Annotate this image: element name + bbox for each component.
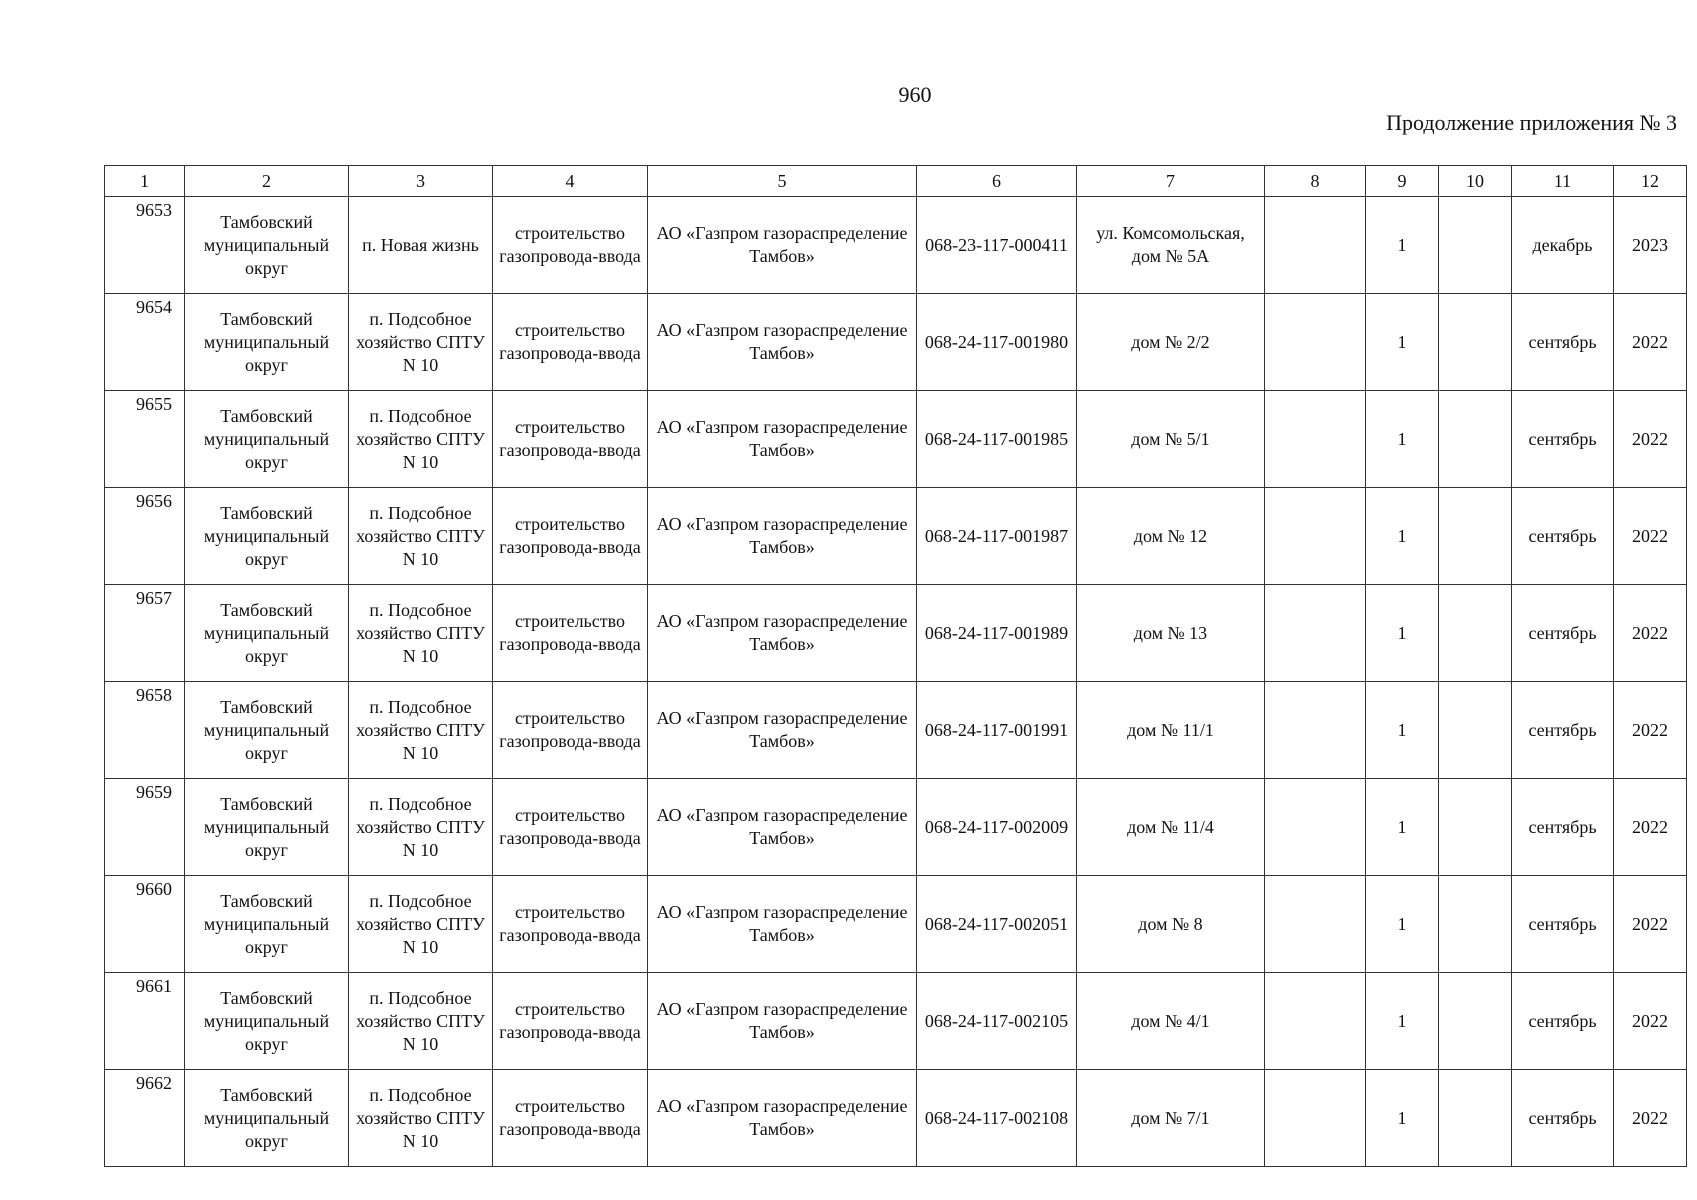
organization-cell: АО «Газпром газораспределение Тамбов» bbox=[648, 294, 917, 391]
column-header: 1 bbox=[105, 166, 185, 197]
row-number-cell: 9661 bbox=[105, 973, 185, 1070]
work-type-cell: строительство газопровода-ввода bbox=[493, 779, 648, 876]
address-cell: дом № 2/2 bbox=[1077, 294, 1265, 391]
table-row bbox=[105, 391, 1687, 488]
month-cell: декабрь bbox=[1512, 197, 1614, 294]
settlement-cell: п. Подсобное хозяйство СПТУ N 10 bbox=[349, 585, 493, 682]
district-cell: Тамбовский муниципальный округ bbox=[185, 876, 349, 973]
work-type-cell: строительство газопровода-ввода bbox=[493, 1070, 648, 1167]
quantity-cell: 1 bbox=[1366, 779, 1439, 876]
organization-cell: АО «Газпром газораспределение Тамбов» bbox=[648, 876, 917, 973]
column-8-cell bbox=[1265, 488, 1366, 585]
column-8-cell bbox=[1265, 1070, 1366, 1167]
table-row bbox=[105, 197, 1687, 294]
settlement-cell: п. Подсобное хозяйство СПТУ N 10 bbox=[349, 682, 493, 779]
column-header: 3 bbox=[349, 166, 493, 197]
year-cell: 2022 bbox=[1614, 585, 1687, 682]
row-number-cell: 9662 bbox=[105, 1070, 185, 1167]
row-number-cell: 9655 bbox=[105, 391, 185, 488]
quantity-cell: 1 bbox=[1366, 488, 1439, 585]
district-cell: Тамбовский муниципальный округ bbox=[185, 197, 349, 294]
month-cell: сентябрь bbox=[1512, 876, 1614, 973]
column-10-cell bbox=[1439, 779, 1512, 876]
column-header: 4 bbox=[493, 166, 648, 197]
column-header: 9 bbox=[1366, 166, 1439, 197]
quantity-cell: 1 bbox=[1366, 682, 1439, 779]
quantity-cell: 1 bbox=[1366, 1070, 1439, 1167]
column-8-cell bbox=[1265, 585, 1366, 682]
work-type-cell: строительство газопровода-ввода bbox=[493, 682, 648, 779]
month-cell: сентябрь bbox=[1512, 585, 1614, 682]
settlement-cell: п. Подсобное хозяйство СПТУ N 10 bbox=[349, 1070, 493, 1167]
year-cell: 2023 bbox=[1614, 197, 1687, 294]
table-row bbox=[105, 876, 1687, 973]
table-row bbox=[105, 973, 1687, 1070]
column-header: 5 bbox=[648, 166, 917, 197]
object-code-cell: 068-24-117-001991 bbox=[917, 682, 1077, 779]
year-cell: 2022 bbox=[1614, 1070, 1687, 1167]
column-header: 12 bbox=[1614, 166, 1687, 197]
column-10-cell bbox=[1439, 876, 1512, 973]
address-cell: дом № 11/1 bbox=[1077, 682, 1265, 779]
organization-cell: АО «Газпром газораспределение Тамбов» bbox=[648, 585, 917, 682]
object-code-cell: 068-24-117-001980 bbox=[917, 294, 1077, 391]
column-10-cell bbox=[1439, 294, 1512, 391]
column-10-cell bbox=[1439, 391, 1512, 488]
quantity-cell: 1 bbox=[1366, 391, 1439, 488]
address-cell: дом № 4/1 bbox=[1077, 973, 1265, 1070]
organization-cell: АО «Газпром газораспределение Тамбов» bbox=[648, 1070, 917, 1167]
quantity-cell: 1 bbox=[1366, 876, 1439, 973]
column-10-cell bbox=[1439, 197, 1512, 294]
column-header: 8 bbox=[1265, 166, 1366, 197]
object-code-cell: 068-24-117-001985 bbox=[917, 391, 1077, 488]
address-cell: дом № 13 bbox=[1077, 585, 1265, 682]
table-row bbox=[105, 585, 1687, 682]
column-8-cell bbox=[1265, 197, 1366, 294]
year-cell: 2022 bbox=[1614, 294, 1687, 391]
object-code-cell: 068-23-117-000411 bbox=[917, 197, 1077, 294]
settlement-cell: п. Подсобное хозяйство СПТУ N 10 bbox=[349, 488, 493, 585]
organization-cell: АО «Газпром газораспределение Тамбов» bbox=[648, 973, 917, 1070]
month-cell: сентябрь bbox=[1512, 294, 1614, 391]
work-type-cell: строительство газопровода-ввода bbox=[493, 294, 648, 391]
district-cell: Тамбовский муниципальный округ bbox=[185, 682, 349, 779]
row-number-cell: 9653 bbox=[105, 197, 185, 294]
object-code-cell: 068-24-117-002108 bbox=[917, 1070, 1077, 1167]
column-header: 11 bbox=[1512, 166, 1614, 197]
row-number-cell: 9654 bbox=[105, 294, 185, 391]
column-10-cell bbox=[1439, 1070, 1512, 1167]
month-cell: сентябрь bbox=[1512, 973, 1614, 1070]
table-row bbox=[105, 682, 1687, 779]
address-cell: ул. Комсомольская, дом № 5А bbox=[1077, 197, 1265, 294]
district-cell: Тамбовский муниципальный округ bbox=[185, 585, 349, 682]
address-cell: дом № 7/1 bbox=[1077, 1070, 1265, 1167]
district-cell: Тамбовский муниципальный округ bbox=[185, 294, 349, 391]
settlement-cell: п. Подсобное хозяйство СПТУ N 10 bbox=[349, 391, 493, 488]
organization-cell: АО «Газпром газораспределение Тамбов» bbox=[648, 488, 917, 585]
object-code-cell: 068-24-117-002009 bbox=[917, 779, 1077, 876]
work-type-cell: строительство газопровода-ввода bbox=[493, 585, 648, 682]
district-cell: Тамбовский муниципальный округ bbox=[185, 779, 349, 876]
settlement-cell: п. Подсобное хозяйство СПТУ N 10 bbox=[349, 876, 493, 973]
table-header-row bbox=[105, 166, 1687, 197]
page-number: 960 bbox=[898, 82, 932, 107]
column-header: 6 bbox=[917, 166, 1077, 197]
year-cell: 2022 bbox=[1614, 779, 1687, 876]
month-cell: сентябрь bbox=[1512, 682, 1614, 779]
column-8-cell bbox=[1265, 682, 1366, 779]
year-cell: 2022 bbox=[1614, 488, 1687, 585]
month-cell: сентябрь bbox=[1512, 488, 1614, 585]
row-number-cell: 9658 bbox=[105, 682, 185, 779]
column-10-cell bbox=[1439, 585, 1512, 682]
quantity-cell: 1 bbox=[1366, 973, 1439, 1070]
organization-cell: АО «Газпром газораспределение Тамбов» bbox=[648, 391, 917, 488]
work-type-cell: строительство газопровода-ввода bbox=[493, 488, 648, 585]
district-cell: Тамбовский муниципальный округ bbox=[185, 391, 349, 488]
row-number-cell: 9660 bbox=[105, 876, 185, 973]
year-cell: 2022 bbox=[1614, 876, 1687, 973]
settlement-cell: п. Подсобное хозяйство СПТУ N 10 bbox=[349, 779, 493, 876]
table-body bbox=[105, 197, 1687, 1167]
settlement-cell: п. Новая жизнь bbox=[349, 197, 493, 294]
work-type-cell: строительство газопровода-ввода bbox=[493, 391, 648, 488]
address-cell: дом № 8 bbox=[1077, 876, 1265, 973]
organization-cell: АО «Газпром газораспределение Тамбов» bbox=[648, 197, 917, 294]
object-code-cell: 068-24-117-002105 bbox=[917, 973, 1077, 1070]
year-cell: 2022 bbox=[1614, 973, 1687, 1070]
district-cell: Тамбовский муниципальный округ bbox=[185, 973, 349, 1070]
object-code-cell: 068-24-117-001987 bbox=[917, 488, 1077, 585]
table-row bbox=[105, 779, 1687, 876]
year-cell: 2022 bbox=[1614, 682, 1687, 779]
work-type-cell: строительство газопровода-ввода bbox=[493, 973, 648, 1070]
column-8-cell bbox=[1265, 876, 1366, 973]
quantity-cell: 1 bbox=[1366, 197, 1439, 294]
month-cell: сентябрь bbox=[1512, 779, 1614, 876]
row-number-cell: 9657 bbox=[105, 585, 185, 682]
register-table bbox=[104, 165, 1687, 1167]
settlement-cell: п. Подсобное хозяйство СПТУ N 10 bbox=[349, 294, 493, 391]
object-code-cell: 068-24-117-001989 bbox=[917, 585, 1077, 682]
column-10-cell bbox=[1439, 488, 1512, 585]
month-cell: сентябрь bbox=[1512, 391, 1614, 488]
address-cell: дом № 11/4 bbox=[1077, 779, 1265, 876]
district-cell: Тамбовский муниципальный округ bbox=[185, 488, 349, 585]
organization-cell: АО «Газпром газораспределение Тамбов» bbox=[648, 682, 917, 779]
column-10-cell bbox=[1439, 682, 1512, 779]
quantity-cell: 1 bbox=[1366, 294, 1439, 391]
table-row bbox=[105, 488, 1687, 585]
column-header: 7 bbox=[1077, 166, 1265, 197]
column-header: 2 bbox=[185, 166, 349, 197]
district-cell: Тамбовский муниципальный округ bbox=[185, 1070, 349, 1167]
table-row bbox=[105, 1070, 1687, 1167]
address-cell: дом № 5/1 bbox=[1077, 391, 1265, 488]
column-header: 10 bbox=[1439, 166, 1512, 197]
address-cell: дом № 12 bbox=[1077, 488, 1265, 585]
quantity-cell: 1 bbox=[1366, 585, 1439, 682]
column-8-cell bbox=[1265, 779, 1366, 876]
work-type-cell: строительство газопровода-ввода bbox=[493, 876, 648, 973]
table-row bbox=[105, 294, 1687, 391]
organization-cell: АО «Газпром газораспределение Тамбов» bbox=[648, 779, 917, 876]
column-10-cell bbox=[1439, 973, 1512, 1070]
settlement-cell: п. Подсобное хозяйство СПТУ N 10 bbox=[349, 973, 493, 1070]
column-8-cell bbox=[1265, 294, 1366, 391]
column-8-cell bbox=[1265, 973, 1366, 1070]
row-number-cell: 9656 bbox=[105, 488, 185, 585]
month-cell: сентябрь bbox=[1512, 1070, 1614, 1167]
row-number-cell: 9659 bbox=[105, 779, 185, 876]
column-8-cell bbox=[1265, 391, 1366, 488]
appendix-label: Продолжение приложения № 3 bbox=[1386, 110, 1677, 135]
work-type-cell: строительство газопровода-ввода bbox=[493, 197, 648, 294]
year-cell: 2022 bbox=[1614, 391, 1687, 488]
object-code-cell: 068-24-117-002051 bbox=[917, 876, 1077, 973]
